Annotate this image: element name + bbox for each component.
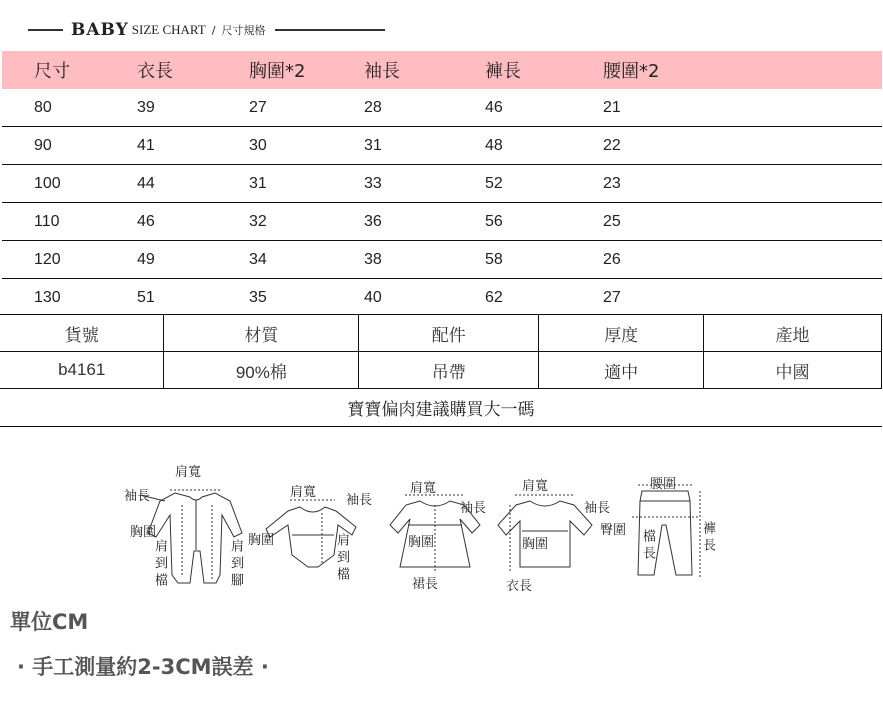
cell-length: 46 <box>137 212 155 230</box>
title-size-chart: SIZE CHART <box>131 22 206 37</box>
title-rule-right <box>275 29 385 31</box>
title-rule-left <box>28 29 63 31</box>
cell-length: 41 <box>137 136 155 154</box>
romper-sleeve-label: 袖長 <box>124 489 151 504</box>
romper-shoulder-to-foot-label: 肩到腳 <box>228 539 243 590</box>
title-baby: BABY <box>71 20 129 40</box>
cell-waist: 23 <box>603 174 621 192</box>
info-origin: 中國 <box>704 352 882 389</box>
header-size: 尺寸 <box>34 61 70 82</box>
dress-chest-label: 胸圍 <box>408 535 435 550</box>
pants-hip-label: 臀圍 <box>600 523 627 538</box>
cell-sleeve: 28 <box>364 98 382 116</box>
title-chinese: 尺寸規格 <box>221 24 266 37</box>
dress-shoulder-label: 肩寬 <box>410 481 437 496</box>
pants-crotch-label: 檔長 <box>640 529 655 563</box>
measurement-diagrams <box>120 455 720 605</box>
shirt-chest-label: 胸圍 <box>522 537 549 552</box>
size-table-header <box>2 51 882 89</box>
cell-sleeve: 40 <box>364 289 382 306</box>
cell-chest: 34 <box>249 250 267 268</box>
cell-sleeve: 33 <box>364 174 382 192</box>
info-accessory: 吊帶 <box>359 352 539 389</box>
cell-size: 100 <box>34 174 61 192</box>
size-advice-note: 寶寶偏肉建議購買大一碼 <box>0 389 882 427</box>
cell-pants-length: 56 <box>485 212 503 230</box>
bodysuit-sleeve-label: 袖長 <box>346 493 373 508</box>
info-header-accessory: 配件 <box>359 315 539 352</box>
info-material: 90%棉 <box>164 352 359 389</box>
cell-length: 49 <box>137 250 155 268</box>
romper-shoulder-label: 肩寬 <box>175 465 202 480</box>
bodysuit-shoulder-label: 肩寬 <box>290 485 317 500</box>
info-value-row <box>0 352 882 389</box>
cell-length: 44 <box>137 174 155 192</box>
pants-length-label: 褲長 <box>700 521 715 555</box>
cell-length: 51 <box>137 289 155 306</box>
table-row <box>2 241 882 279</box>
cell-waist: 27 <box>603 289 621 306</box>
info-header-item-no: 貨號 <box>0 315 164 352</box>
info-header-material: 材質 <box>164 315 359 352</box>
size-table <box>2 51 882 317</box>
info-thickness: 適中 <box>539 352 704 389</box>
bodysuit-shoulder-to-crotch-label: 肩到檔 <box>334 533 349 584</box>
cell-size: 110 <box>34 212 60 230</box>
cell-chest: 32 <box>249 212 267 230</box>
header-sleeve: 袖長 <box>364 61 400 82</box>
table-row <box>2 127 882 165</box>
dress-sleeve-label: 袖長 <box>460 501 487 516</box>
table-row <box>2 279 882 317</box>
cell-pants-length: 62 <box>485 289 503 306</box>
romper-shoulder-to-crotch-label: 肩到檔 <box>152 539 167 590</box>
header-pants-length: 褲長 <box>485 61 521 82</box>
product-info-table <box>0 314 882 389</box>
chart-title <box>28 18 385 42</box>
cell-waist: 26 <box>603 250 621 268</box>
cell-pants-length: 48 <box>485 136 503 154</box>
cell-chest: 27 <box>249 98 267 116</box>
pants-waist-label: 腰圍 <box>650 477 677 492</box>
title-separator: / <box>211 23 216 37</box>
shirt-length-label: 衣長 <box>506 579 533 594</box>
bodysuit-chest-label: 胸圍 <box>248 533 275 548</box>
header-chest: 胸圍*2 <box>249 61 306 82</box>
cell-size: 80 <box>34 98 52 116</box>
cell-chest: 35 <box>249 289 267 306</box>
cell-size: 90 <box>34 136 52 154</box>
cell-pants-length: 58 <box>485 250 503 268</box>
cell-chest: 31 <box>249 174 267 192</box>
cell-pants-length: 46 <box>485 98 503 116</box>
table-row <box>2 89 882 127</box>
dress-skirt-length-label: 裙長 <box>412 577 439 592</box>
cell-pants-length: 52 <box>485 174 503 192</box>
cell-waist: 25 <box>603 212 621 230</box>
cell-size: 120 <box>34 250 61 268</box>
shirt-shoulder-label: 肩寬 <box>522 479 549 494</box>
cell-length: 39 <box>137 98 155 116</box>
info-header-origin: 產地 <box>704 315 882 352</box>
romper-chest-label: 胸圍 <box>130 525 157 540</box>
header-length: 衣長 <box>137 61 173 82</box>
cell-sleeve: 38 <box>364 250 382 268</box>
table-row <box>2 203 882 241</box>
measurement-error-note: · 手工測量約2-3CM誤差 · <box>17 655 269 679</box>
header-waist: 腰圍*2 <box>603 61 660 82</box>
unit-label: 單位CM <box>10 610 89 634</box>
info-item-no: b4161 <box>0 352 164 389</box>
cell-sleeve: 36 <box>364 212 382 230</box>
cell-sleeve: 31 <box>364 136 382 154</box>
shirt-sleeve-label: 袖長 <box>584 501 611 516</box>
cell-waist: 21 <box>603 98 621 116</box>
info-header-thickness: 厚度 <box>539 315 704 352</box>
cell-chest: 30 <box>249 136 267 154</box>
cell-size: 130 <box>34 289 61 306</box>
cell-waist: 22 <box>603 136 621 154</box>
info-header-row <box>0 315 882 352</box>
table-row <box>2 165 882 203</box>
